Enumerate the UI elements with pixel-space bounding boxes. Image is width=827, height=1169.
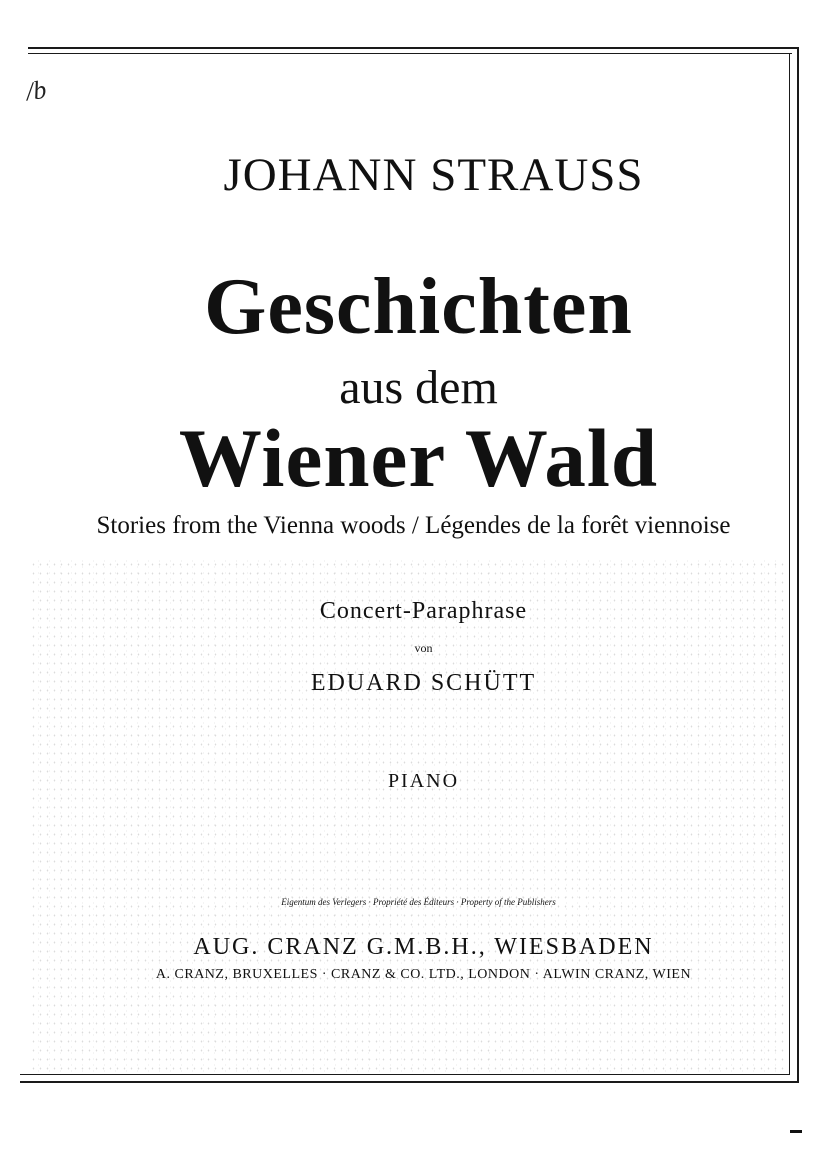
frame-top-inner-rule — [28, 53, 792, 54]
instrument-label: PIANO — [387, 770, 460, 792]
title-line-2: aus dem — [339, 361, 498, 414]
frame-top-rule — [28, 47, 798, 49]
publisher-branches: A. CRANZ, BRUXELLES · CRANZ & CO. LTD., LONDON · ALWIN CRANZ, WIEN — [155, 967, 692, 982]
scan-texture — [30, 560, 785, 1075]
frame-right-inner-rule — [789, 53, 790, 1075]
composer-name: JOHANN STRAUSS — [223, 149, 644, 201]
handwritten-margin-note: /b — [24, 74, 49, 107]
arrangement-type: Concert-Paraphrase — [319, 598, 528, 624]
frame-bottom-inner-rule — [20, 1074, 790, 1075]
publisher-name: AUG. CRANZ G.M.B.H., WIESBADEN — [193, 934, 654, 960]
frame-bottom-rule — [20, 1081, 799, 1083]
title-line-3: Wiener Wald — [178, 412, 659, 504]
arranger-name: EDUARD SCHÜTT — [310, 670, 537, 696]
von-label: von — [414, 641, 433, 655]
corner-dash-mark — [790, 1130, 802, 1133]
translated-subtitle: Stories from the Vienna woods / Légendes de la forêt viennoise — [96, 512, 731, 539]
title-line-1: Geschichten — [204, 263, 633, 351]
frame-right-rule — [797, 47, 799, 1082]
ownership-notice: Eigentum des Verlegers · Propriété des Éditeurs · Property of the Publishers — [281, 897, 556, 907]
